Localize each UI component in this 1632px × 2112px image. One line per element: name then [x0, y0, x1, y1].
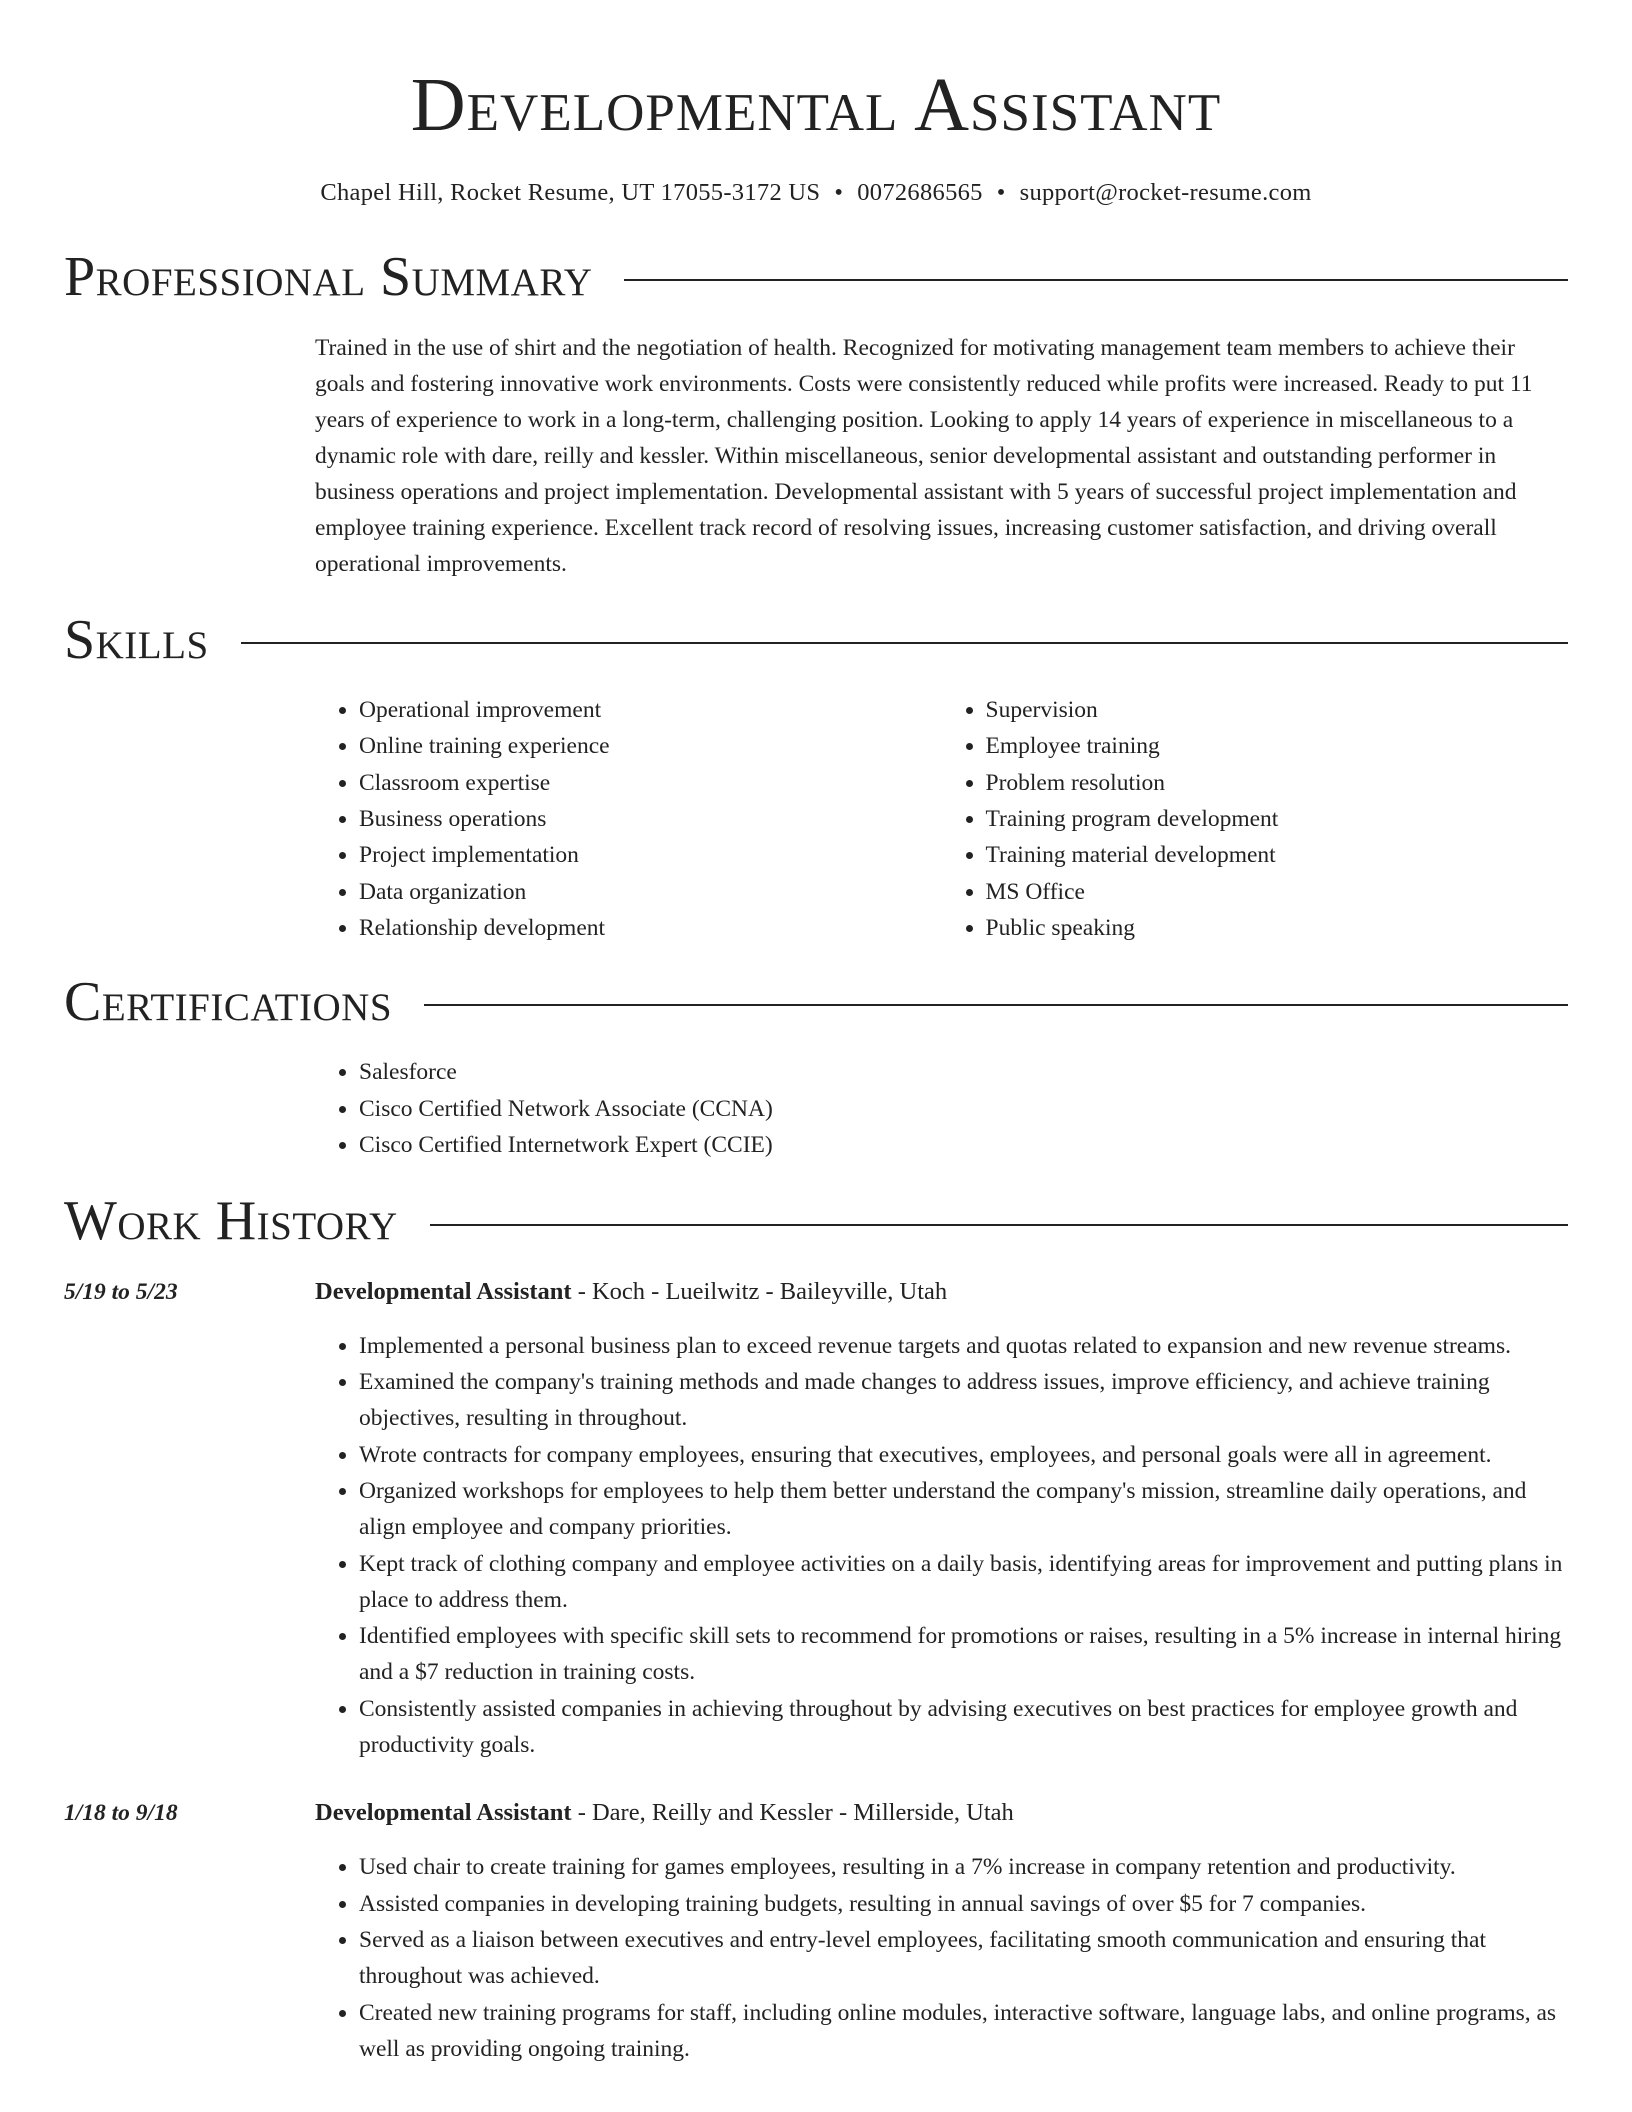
job-bullet: • Organized workshops for employees to help them better understand the company's mission, streamline daily operations, and align employee and company priorities. [359, 1473, 1568, 1546]
skills-section-header [64, 608, 1568, 672]
job-bullet: • Created new training programs for staff, including online modules, interactive software, language labs, and online programs, as well as providing ongoing training. [359, 1995, 1568, 2068]
certification-item: • Cisco Certified Internetwork Expert (CCIE) [359, 1127, 1568, 1163]
job-title-line [315, 1795, 1568, 1831]
resume-page [64, 0, 1568, 2067]
summary-section-header [64, 245, 1568, 309]
job-bullets [315, 1849, 1568, 2067]
section-divider [241, 642, 1568, 644]
job-entry [64, 1795, 1568, 2067]
resume-name: Developmental Assistant [410, 63, 1222, 147]
certification-item: • Salesforce [359, 1054, 1568, 1090]
job-body [315, 1274, 1568, 1764]
skill-item: • Online training experience [359, 728, 942, 764]
summary-section [315, 330, 1568, 582]
skill-item: • Data organization [359, 874, 942, 910]
certification-item: • Cisco Certified Network Associate (CCNA) [359, 1091, 1568, 1127]
summary-text: Trained in the use of shirt and the negotiation of health. Recognized for motivating management team members to achieve their goals and fostering innovative work environments. Costs were consistently reduced while profits were increased. Ready to put 11 years of experience to work in a long-term, challenging position. Looking to apply 14 years of experience in miscellaneous to a dynamic role with dare, reilly and kessler. Within miscellaneous, senior developmental assistant and outstanding performer in business operations and project implementation. Developmental assistant with 5 years of successful project implementation and employee training experience. Excellent track record of resolving issues, increasing customer satisfaction, and driving overall operational improvements. [315, 334, 1533, 577]
skill-item: • Business operations [359, 801, 942, 837]
skill-item: • Relationship development [359, 910, 942, 946]
certifications-heading: Certifications [64, 971, 393, 1034]
job-body [315, 1795, 1568, 2067]
skills-list-left [315, 692, 942, 946]
work-history-section-header [64, 1189, 1568, 1253]
contact-separator: • [996, 179, 1006, 207]
job-company: - Dare, Reilly and Kessler - Millerside, Utah [571, 1799, 1014, 1827]
section-divider [424, 1004, 1568, 1006]
skill-item: • Training program development [986, 801, 1569, 837]
job-bullet: • Consistently assisted companies in achieving throughout by advising executives on best practices for employee growth and productivity goals. [359, 1691, 1568, 1764]
skill-item: • Supervision [986, 692, 1569, 728]
skill-item: • Operational improvement [359, 692, 942, 728]
contact-email: support@rocket-resume.com [1019, 179, 1312, 207]
skills-list-right [942, 692, 1569, 946]
section-divider [624, 279, 1568, 281]
skill-item: • MS Office [986, 874, 1569, 910]
job-bullet: • Used chair to create training for games employees, resulting in a 7% increase in company retention and productivity. [359, 1849, 1568, 1885]
skills-section [315, 692, 1568, 946]
certifications-section-header [64, 970, 1568, 1034]
work-history-heading: Work History [64, 1190, 398, 1253]
certifications-section [315, 1054, 1568, 1163]
job-bullets [315, 1328, 1568, 1764]
job-bullet: • Assisted companies in developing training budgets, resulting in annual savings of over $5 for 7 companies. [359, 1886, 1568, 1922]
job-bullet: • Wrote contracts for company employees, ensuring that executives, employees, and personal goals were all in agreement. [359, 1437, 1568, 1473]
skill-item: • Training material development [986, 837, 1569, 873]
job-title-line [315, 1274, 1568, 1310]
skill-item: • Problem resolution [986, 765, 1569, 801]
skills-heading: Skills [64, 608, 209, 671]
summary-heading: Professional Summary [64, 246, 593, 309]
skill-item: • Project implementation [359, 837, 942, 873]
job-entry [64, 1274, 1568, 1764]
skill-item: • Employee training [986, 728, 1569, 764]
job-title: Developmental Assistant [315, 1799, 572, 1827]
job-bullet: • Kept track of clothing company and employee activities on a daily basis, identifying areas for improvement and putting plans in place to address them. [359, 1546, 1568, 1619]
job-bullet: • Served as a liaison between executives and entry-level employees, facilitating smooth communication and ensuring that throughout was achieved. [359, 1922, 1568, 1995]
job-title: Developmental Assistant [315, 1277, 572, 1305]
job-bullet: • Examined the company's training methods and made changes to address issues, improve efficiency, and achieve training objectives, resulting in throughout. [359, 1364, 1568, 1437]
contact-line [64, 177, 1568, 209]
contact-separator: • [834, 179, 844, 207]
job-company: - Koch - Lueilwitz - Baileyville, Utah [571, 1277, 948, 1305]
contact-address: Chapel Hill, Rocket Resume, UT 17055-3172 US [320, 179, 821, 207]
job-bullet: • Identified employees with specific skill sets to recommend for promotions or raises, resulting in a 5% increase in internal hiring and a $7 reduction in training costs. [359, 1618, 1568, 1691]
certifications-list [315, 1054, 1568, 1163]
skill-item: • Public speaking [986, 910, 1569, 946]
job-bullet: • Implemented a personal business plan to exceed revenue targets and quotas related to expansion and new revenue streams. [359, 1328, 1568, 1364]
contact-phone: 0072686565 [857, 179, 983, 207]
job-dates: 5/19 to 5/23 [64, 1278, 178, 1305]
section-divider [430, 1224, 1568, 1226]
job-dates: 1/18 to 9/18 [64, 1800, 178, 1827]
skill-item: • Classroom expertise [359, 765, 942, 801]
